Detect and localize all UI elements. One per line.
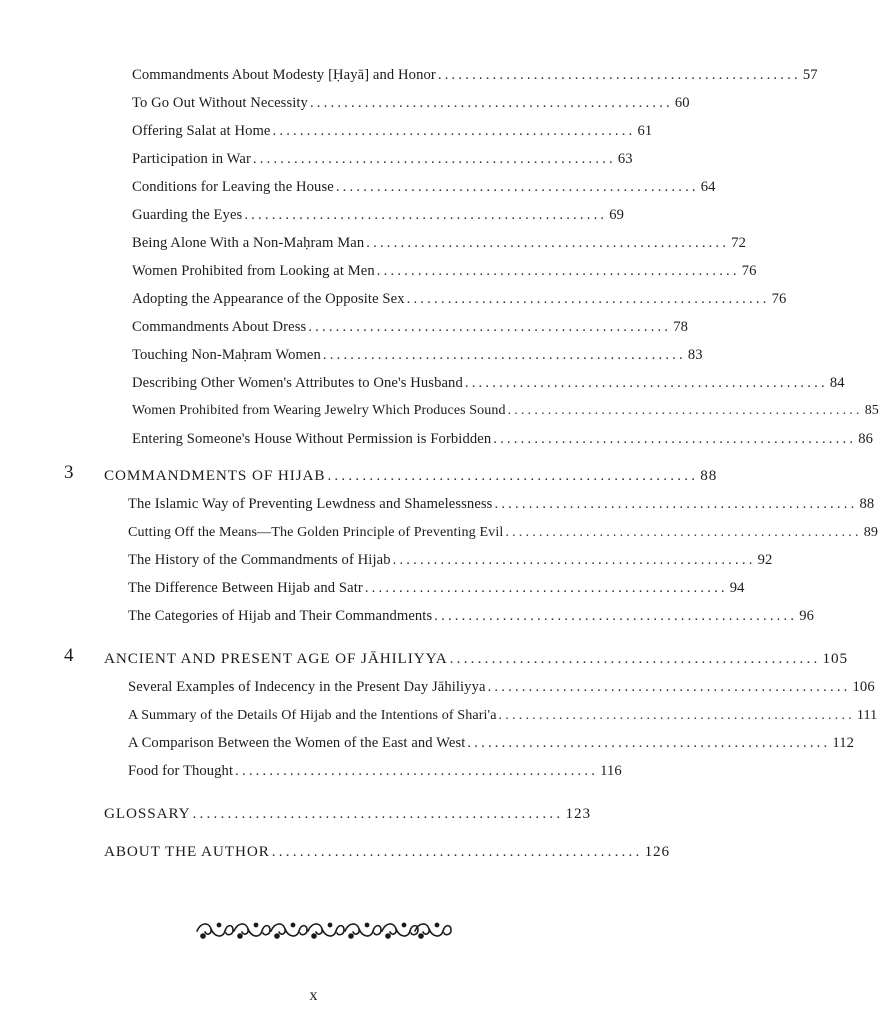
toc-entry-page: 86 [858, 431, 873, 447]
toc-entry-title: A Summary of the Details Of Hijab and the Intentions of Shari'a [128, 707, 497, 723]
floral-border-ornament-icon [193, 918, 455, 944]
toc-entry-page: 92 [757, 552, 773, 568]
chapter-number: 3 [64, 462, 74, 483]
toc-entry-title: Touching Non-Maḥram Women [132, 347, 321, 363]
toc-entry-title: Entering Someone's House Without Permission is Forbidden [132, 431, 492, 447]
leader-dots: ..................................................... [366, 235, 730, 251]
toc-entry [132, 347, 703, 364]
toc-entry-title: Cutting Off the Means—The Golden Principle of Preventing Evil [128, 524, 504, 540]
toc-entry-page: 78 [673, 319, 689, 335]
leader-dots: ..................................................... [235, 763, 599, 779]
toc-entry-page: 76 [771, 291, 787, 307]
toc-entry-title: Women Prohibited from Wearing Jewelry Which Produces Sound [132, 403, 506, 418]
toc-entry [132, 179, 716, 196]
leader-dots: ..................................................... [494, 496, 858, 512]
leader-dots: ..................................................... [252, 151, 616, 167]
toc-entry [132, 291, 787, 308]
toc-entry-page: 112 [832, 735, 855, 751]
toc-entry-page: 63 [617, 151, 633, 167]
toc-entry [128, 735, 855, 752]
toc-entry [132, 403, 879, 419]
toc-entry-page: 61 [637, 123, 653, 139]
toc-entry-page: 72 [731, 235, 747, 251]
chapter-page: 88 [700, 467, 718, 484]
toc-entry-title: Adopting the Appearance of the Opposite Sex [132, 291, 405, 307]
toc-entry-title: The Difference Between Hijab and Satr [128, 580, 363, 596]
back-matter-title: GLOSSARY [104, 805, 191, 822]
toc-entry-page: 94 [729, 580, 745, 596]
leader-dots: ..................................................... [327, 467, 699, 484]
leader-dots: ..................................................... [309, 95, 673, 111]
toc-entry [128, 524, 878, 541]
toc-entry-page: 89 [863, 524, 878, 540]
back-matter-page: 126 [644, 843, 671, 860]
leader-dots: ..................................................... [272, 123, 636, 139]
toc-entry-page: 83 [687, 347, 703, 363]
toc-entry-page: 111 [856, 707, 878, 723]
toc-entry-page: 69 [609, 207, 625, 223]
toc-entry-title: Guarding the Eyes [132, 207, 243, 223]
leader-dots: ..................................................... [487, 679, 851, 695]
toc-entry-page: 85 [864, 403, 879, 418]
leader-dots: ..................................................... [434, 608, 798, 624]
chapter-title: COMMANDMENTS OF HIJAB [104, 467, 326, 484]
toc-entry-title: Several Examples of Indecency in the Present Day Jāhiliyya [128, 679, 486, 695]
toc-entry [128, 679, 875, 696]
toc-entry-title: Offering Salat at Home [132, 123, 271, 139]
leader-dots: ..................................................... [271, 843, 643, 860]
leader-dots: ..................................................... [507, 403, 863, 418]
toc-entry-title: The Categories of Hijab and Their Commandments [128, 608, 433, 624]
leader-dots: ..................................................... [505, 524, 862, 540]
toc-entry [128, 608, 815, 625]
toc-entry [132, 431, 873, 448]
leader-dots: ..................................................... [364, 580, 728, 596]
toc-entry-title: Food for Thought [128, 763, 234, 779]
toc-entry-page: 106 [852, 679, 875, 695]
toc-entry-page: 60 [674, 95, 690, 111]
toc-entry-title: Women Prohibited from Looking at Men [132, 263, 375, 279]
leader-dots: ..................................................... [376, 263, 740, 279]
toc-entry-title: To Go Out Without Necessity [132, 95, 308, 111]
toc-entry-title: Being Alone With a Non-Maḥram Man [132, 235, 365, 251]
toc-entry-title: Commandments About Modesty [Ḥayā] and Honor [132, 67, 436, 83]
chapter-heading [104, 467, 718, 485]
toc-entry-title: Conditions for Leaving the House [132, 179, 334, 195]
leader-dots: ..................................................... [493, 431, 857, 447]
leader-dots: ..................................................... [192, 805, 564, 822]
chapter-title: ANCIENT AND PRESENT AGE OF JĀHILIYYA [104, 650, 448, 667]
leader-dots: ..................................................... [406, 291, 770, 307]
leader-dots: ..................................................... [308, 319, 672, 335]
toc-entry [132, 319, 689, 336]
back-matter-title: ABOUT THE AUTHOR [104, 843, 270, 860]
toc-entry [128, 496, 875, 513]
toc-entry-page: 84 [829, 375, 845, 391]
toc-entry-page: 88 [859, 496, 875, 512]
toc-entry [132, 207, 625, 224]
toc-entry [132, 235, 747, 252]
toc-entry [132, 123, 653, 140]
toc-entry [132, 151, 633, 168]
chapter-heading [104, 650, 848, 668]
toc-entry-page: 96 [799, 608, 815, 624]
leader-dots: ..................................................... [449, 650, 821, 667]
toc-entry [128, 552, 773, 569]
back-matter-entry [104, 805, 591, 823]
toc-entry-title: Participation in War [132, 151, 251, 167]
toc-entry [128, 707, 878, 724]
toc-entry-title: A Comparison Between the Women of the East and West [128, 735, 466, 751]
leader-dots: ..................................................... [437, 67, 801, 83]
chapter-page: 105 [822, 650, 848, 667]
toc-entry-page: 57 [802, 67, 818, 83]
back-matter-entry [104, 843, 671, 861]
page-number: x [309, 987, 318, 1004]
toc-entry-title: Commandments About Dress [132, 319, 307, 335]
leader-dots: ..................................................... [464, 375, 828, 391]
toc-entry-title: The History of the Commandments of Hijab [128, 552, 391, 568]
leader-dots: ..................................................... [335, 179, 699, 195]
toc-entry-page: 116 [600, 763, 622, 779]
toc-entry-page: 76 [741, 263, 757, 279]
chapter-number: 4 [64, 645, 74, 666]
leader-dots: ..................................................... [244, 207, 608, 223]
leader-dots: ..................................................... [392, 552, 756, 568]
toc-entry [132, 67, 818, 84]
leader-dots: ..................................................... [498, 707, 855, 723]
toc-entry [132, 375, 845, 392]
toc-entry-page: 64 [700, 179, 716, 195]
toc-entry-title: Describing Other Women's Attributes to One's Husband [132, 375, 463, 391]
toc-entry [132, 95, 690, 112]
toc-entry-title: The Islamic Way of Preventing Lewdness and Shamelessness [128, 496, 493, 512]
back-matter-page: 123 [565, 805, 591, 822]
toc-entry [132, 263, 757, 280]
leader-dots: ..................................................... [322, 347, 686, 363]
toc-entry [128, 580, 745, 597]
toc-entry [128, 763, 622, 780]
leader-dots: ..................................................... [467, 735, 831, 751]
